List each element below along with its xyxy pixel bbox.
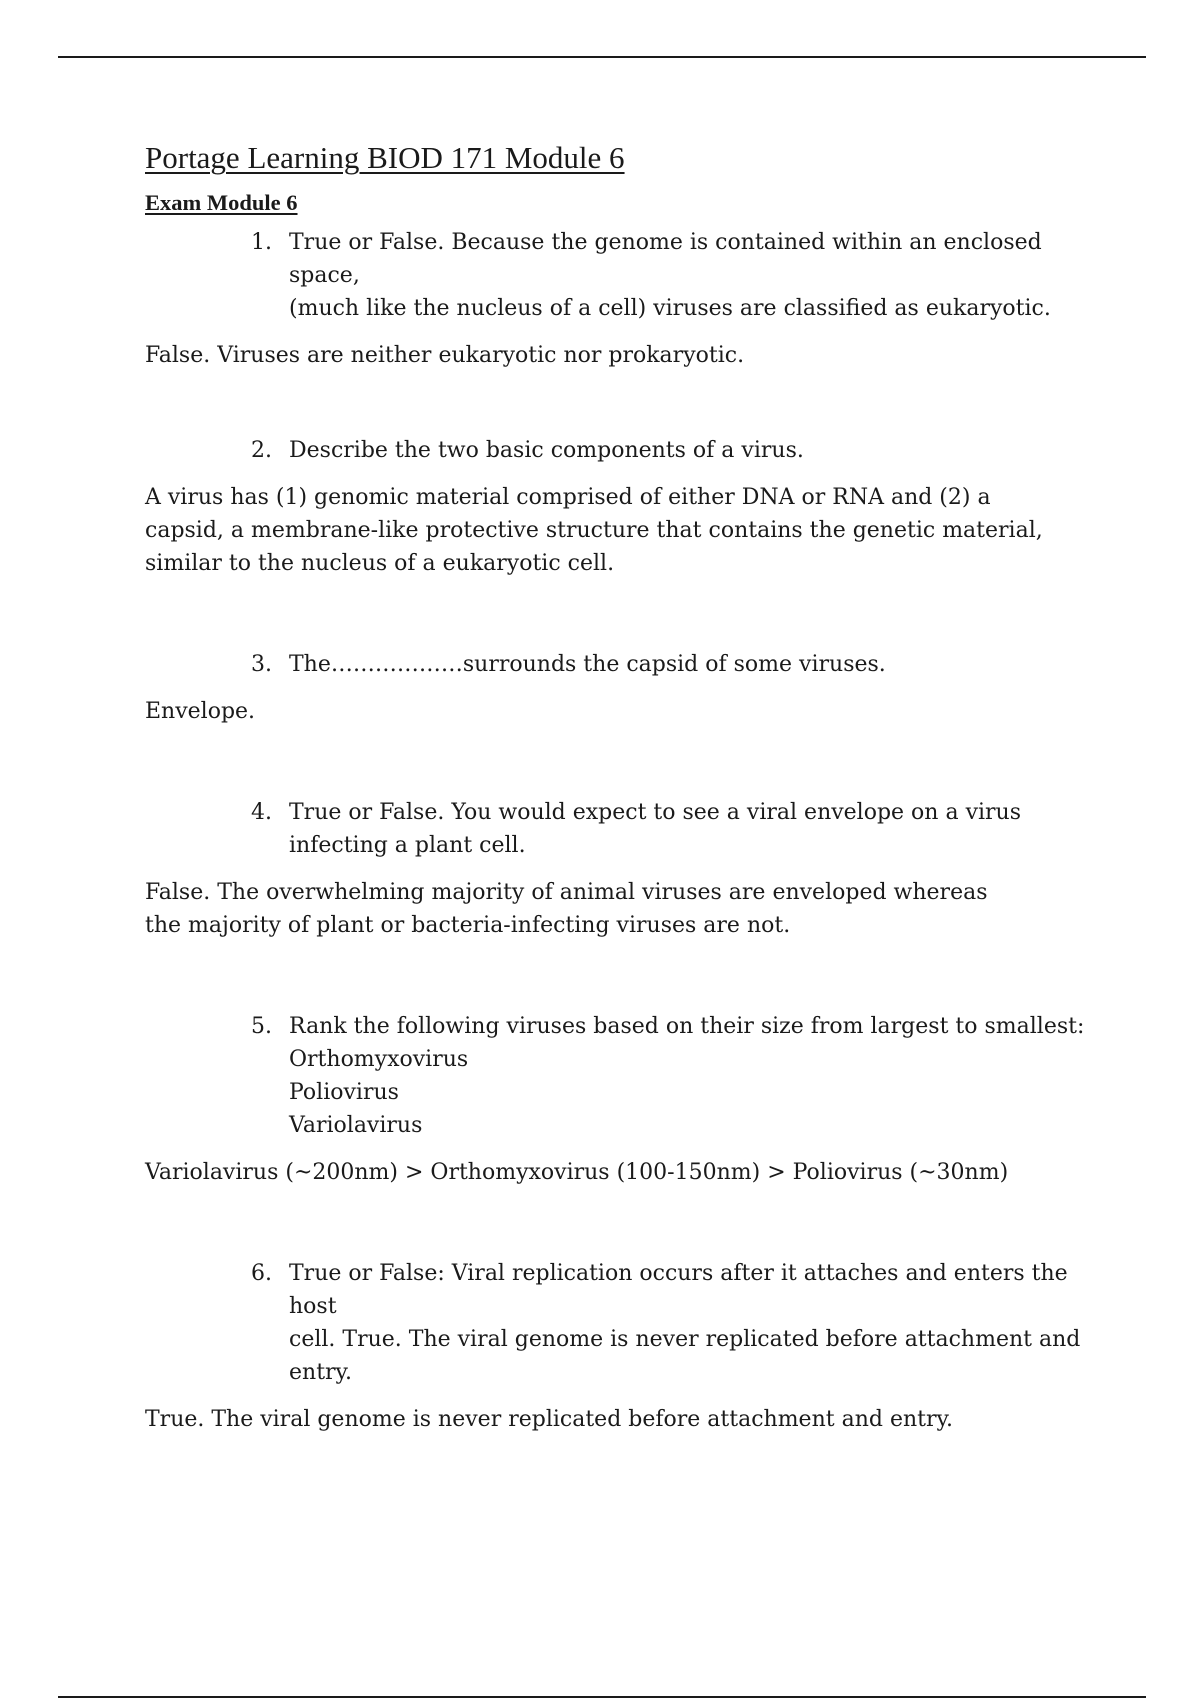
question-line: True or False. You would expect to see a viral envelope on a virus <box>289 800 1022 826</box>
question-line: True or False. Because the genome is contained within an enclosed space, <box>289 230 1042 289</box>
question-line: The………………surrounds the capsid of some viruses. <box>289 652 886 678</box>
answer-5: Variolavirus (~200nm) > Orthomyxovirus (100-150nm) > Poliovirus (~30nm) <box>145 1160 1009 1186</box>
answer-4: False. The overwhelming majority of animal viruses are enveloped whereas the majority of plant or bacteria-infecting viruses are not. <box>145 880 988 939</box>
question-3 <box>251 648 1085 681</box>
question-number: 5. <box>251 1014 272 1040</box>
virus-item: Variolavirus <box>289 1113 423 1139</box>
question-6 <box>251 1257 1085 1389</box>
question-5 <box>251 1010 1085 1142</box>
question-2 <box>251 434 1085 467</box>
question-line: True or False: Viral replication occurs after it attaches and enters the host <box>289 1261 1068 1320</box>
answer-1: False. Viruses are neither eukaryotic nor prokaryotic. <box>145 343 745 369</box>
question-number: 6. <box>251 1261 272 1287</box>
document-title: Portage Learning BIOD 171 Module 6 <box>145 140 625 175</box>
question-line: Describe the two basic components of a virus. <box>289 438 804 464</box>
question-line: (much like the nucleus of a cell) viruses are classified as eukaryotic. <box>289 296 1051 322</box>
answer-3: Envelope. <box>145 699 256 725</box>
virus-item: Orthomyxovirus <box>289 1047 469 1073</box>
virus-item: Poliovirus <box>289 1080 399 1106</box>
question-number: 2. <box>251 438 272 464</box>
question-number: 3. <box>251 652 272 678</box>
question-line: Rank the following viruses based on their size from largest to smallest: <box>289 1014 1085 1040</box>
question-line: infecting a plant cell. <box>289 833 526 859</box>
section-heading: Exam Module 6 <box>145 190 298 216</box>
question-4 <box>251 796 1085 862</box>
question-number: 1. <box>251 230 272 256</box>
question-text <box>289 648 1085 681</box>
question-text <box>289 796 1085 862</box>
top-rule <box>58 56 1146 58</box>
question-1 <box>251 226 1085 325</box>
question-number: 4. <box>251 800 272 826</box>
question-text <box>289 226 1085 325</box>
answer-2: A virus has (1) genomic material comprised of either DNA or RNA and (2) a capsid, a membrane-like protective structure that contains the genetic material, similar to the nucleus of a eukaryotic cell. <box>145 485 1043 577</box>
question-text <box>289 1010 1085 1142</box>
bottom-rule <box>58 1696 1146 1698</box>
document-body <box>145 138 1085 1436</box>
question-line: cell. True. The viral genome is never replicated before attachment and <box>289 1327 1081 1353</box>
answer-6: True. The viral genome is never replicated before attachment and entry. <box>145 1407 953 1433</box>
question-text <box>289 434 1085 467</box>
question-line: entry. <box>289 1360 353 1386</box>
question-text <box>289 1257 1085 1389</box>
